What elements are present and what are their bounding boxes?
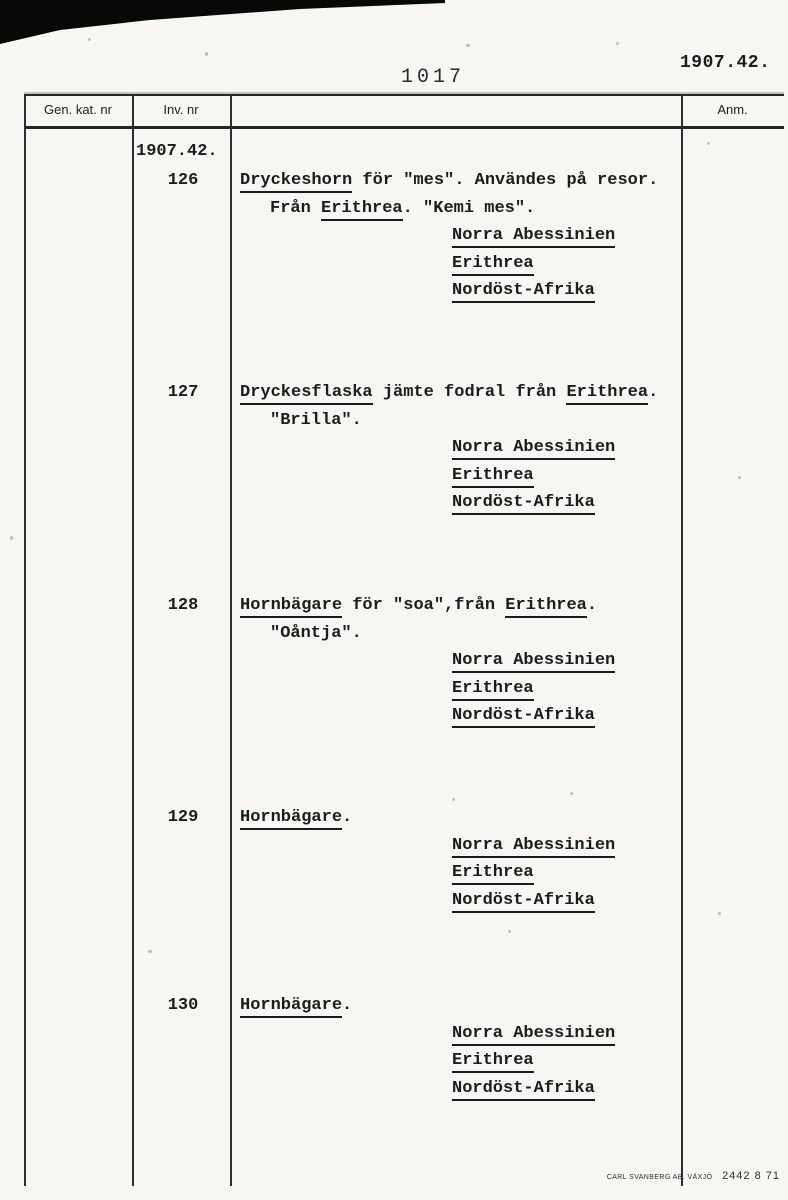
place-name — [452, 887, 680, 915]
place-name-text: Norra Abessinien — [452, 226, 615, 248]
place-name-text: Norra Abessinien — [452, 438, 615, 460]
place-name-text: Nordöst-Afrika — [452, 493, 595, 515]
entry-inv-nr: 127 — [167, 383, 199, 402]
place-name-text: Erithrea — [452, 679, 534, 701]
entry-description — [240, 379, 680, 517]
entry-inv-nr: 130 — [167, 996, 199, 1015]
place-name-text: Nordöst-Afrika — [452, 281, 595, 303]
entry-inv-nr: 128 — [167, 596, 199, 615]
entry-description — [240, 804, 680, 914]
column-divider-main-anm — [681, 95, 683, 1186]
entry-description-line — [240, 804, 680, 832]
description-text: Från — [270, 198, 322, 218]
column-header-anm: Anm. — [717, 102, 748, 117]
underlined-term: Erithrea — [321, 199, 403, 221]
entry-description-line — [240, 620, 680, 648]
underlined-term: Dryckesflaska — [240, 383, 373, 405]
scan-speck — [466, 44, 470, 47]
scan-speck — [10, 536, 13, 540]
place-name-text: Norra Abessinien — [452, 836, 615, 858]
column-header-gen-kat-nr: Gen. kat. nr — [44, 102, 112, 117]
description-text: "Brilla". — [270, 410, 362, 430]
place-name — [452, 277, 680, 305]
description-text: . — [342, 808, 353, 827]
underlined-term: Erithrea — [566, 383, 648, 405]
table-border-top — [24, 94, 784, 96]
place-name-text: Erithrea — [452, 863, 534, 885]
entry-description-line — [240, 379, 680, 407]
place-name-text: Erithrea — [452, 254, 534, 276]
scan-speck — [738, 476, 741, 479]
place-name — [452, 647, 680, 675]
entry-description-line — [240, 992, 680, 1020]
place-name-text: Erithrea — [452, 1051, 534, 1073]
description-text: jämte fodral från — [372, 383, 567, 402]
scan-speck — [718, 912, 721, 915]
entry-inv-nr: 126 — [167, 171, 199, 190]
entry-description-line — [240, 195, 680, 223]
scan-speck — [205, 52, 208, 56]
printer-footer-name: CARL SVANBERG AB. VÄXJÖ — [606, 1174, 713, 1181]
entry-description-line — [240, 407, 680, 435]
place-name — [452, 434, 680, 462]
inventory-year: 1907.42. — [136, 142, 218, 161]
table-border-left — [24, 95, 26, 1186]
scan-speck — [148, 950, 152, 953]
place-name-text: Nordöst-Afrika — [452, 706, 595, 728]
place-name — [452, 702, 680, 730]
place-name — [452, 222, 680, 250]
place-name — [452, 675, 680, 703]
underlined-term: Dryckeshorn — [240, 171, 352, 193]
place-name — [452, 462, 680, 490]
place-name-text: Erithrea — [452, 466, 534, 488]
description-text: . — [648, 383, 659, 402]
description-text: för "soa",från — [342, 596, 506, 615]
scan-speck — [508, 930, 511, 933]
column-divider-inv-main — [230, 95, 232, 1186]
place-name-text: Nordöst-Afrika — [452, 891, 595, 913]
underlined-term: Hornbägare — [240, 808, 342, 830]
place-name — [452, 1047, 680, 1075]
underlined-term: Hornbägare — [240, 596, 342, 618]
scan-speck — [707, 142, 710, 145]
description-text: . "Kemi mes". — [402, 198, 536, 218]
column-header-inv-nr: Inv. nr — [163, 102, 199, 117]
scan-corner-artifact — [0, 0, 445, 44]
place-name — [452, 832, 680, 860]
scan-speck — [616, 42, 619, 45]
scan-speck — [452, 798, 455, 801]
underlined-term: Hornbägare — [240, 996, 342, 1018]
place-name — [452, 859, 680, 887]
entry-description — [240, 167, 680, 305]
place-name-text: Norra Abessinien — [452, 651, 615, 673]
page-number: 1017 — [401, 66, 466, 89]
printer-footer — [380, 1166, 780, 1184]
description-text: . — [342, 996, 353, 1015]
printer-footer-code: 2442 8 71 — [722, 1170, 780, 1182]
place-name — [452, 489, 680, 517]
scan-speck — [570, 792, 573, 795]
place-name — [452, 250, 680, 278]
description-text: "Oåntja". — [270, 623, 362, 643]
entry-description-line — [240, 167, 680, 195]
table-header-rule — [24, 126, 784, 129]
description-text: för "mes". Användes på resor. — [352, 171, 659, 190]
entry-description — [240, 592, 680, 730]
reference-number: 1907.42. — [680, 53, 771, 73]
entry-description-line — [240, 592, 680, 620]
place-name-text: Nordöst-Afrika — [452, 1079, 595, 1101]
entry-description — [240, 992, 680, 1102]
place-name-text: Norra Abessinien — [452, 1024, 615, 1046]
column-divider-gen-inv — [132, 95, 134, 1186]
description-text: . — [586, 596, 598, 615]
place-name — [452, 1075, 680, 1103]
scan-speck — [88, 38, 91, 41]
underlined-term: Erithrea — [505, 596, 587, 618]
place-name — [452, 1020, 680, 1048]
entry-inv-nr: 129 — [167, 808, 199, 827]
